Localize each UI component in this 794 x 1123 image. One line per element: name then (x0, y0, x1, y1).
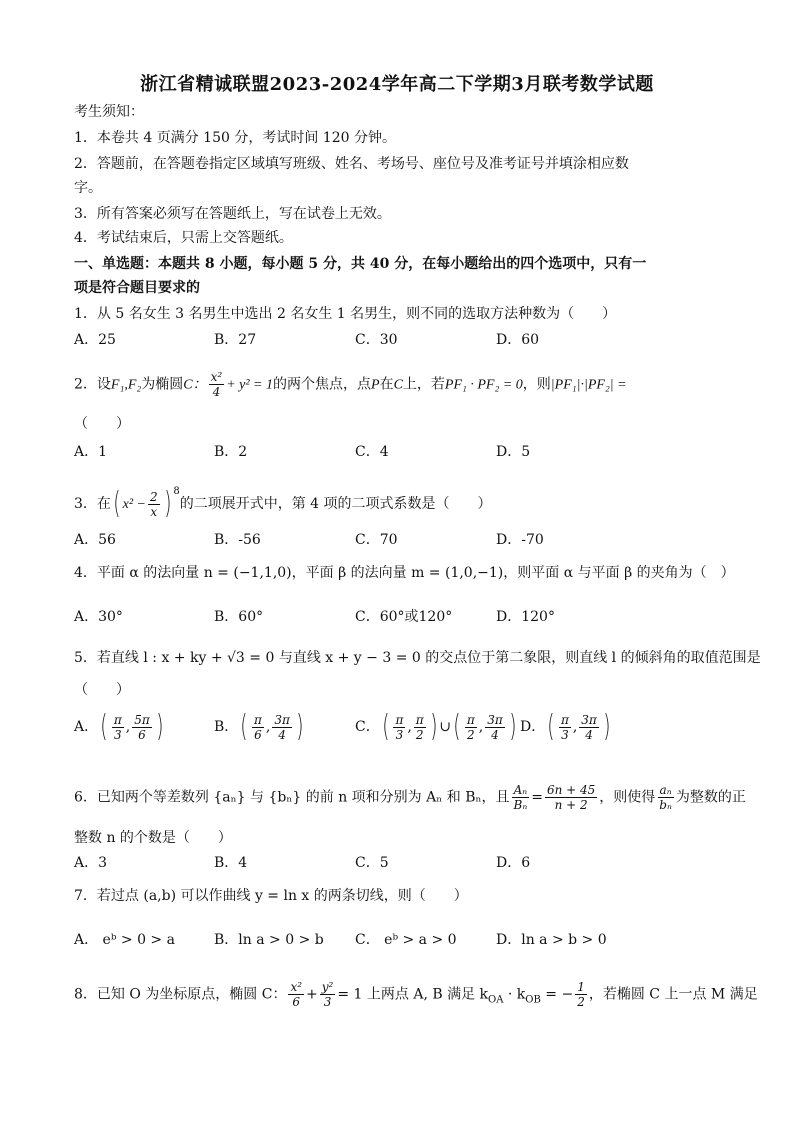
question-1-stem: 1．从 5 名女生 3 名男生中选出 2 名女生 1 名男生，则不同的选取方法种数为（ ） (74, 306, 617, 322)
q7-option-b: B．ln a > 0 > b (214, 932, 324, 948)
question-6-stem: 6．已知两个等差数列 {aₙ} 与 {bₙ} 的前 n 项和分别为 Aₙ 和 Bₙ，且 $\frac{\text{Aₙ}}{\text{Bₙ}}$ = $\frac{6n + 45}{n + 2}$ ，则使得 $\frac{\text{aₙ}}{\text{bₙ}}$ 为整数的正 (74, 783, 746, 812)
question-8-stem: 8．已知 O 为坐标原点，椭圆 C： $\frac{\text{x²}}{6}$ + $\frac{\text{y²}}{3}$ = 1 上两点 A, B 满足 $k_{OA} \cdot k_{OB}$ = − $\frac{1}{2}$ ，若椭圆 C 上一点 M 满足 (74, 980, 758, 1009)
section-heading-line-2: 项是符合题目要求的 (74, 280, 200, 296)
notice-item-1: 1．本卷共 4 页满分 150 分，考试时间 120 分钟。 (74, 130, 396, 146)
question-5-stem: 5．若直线 l : x + ky + √3 = 0 与直线 x + y − 3 = 0 的交点位于第二象限，则直线 l 的倾斜角的取值范围是 (74, 650, 761, 666)
q2-option-a: A．1 (74, 444, 108, 460)
question-7-stem: 7．若过点 (a,b) 可以作曲线 y = ln x 的两条切线，则（ ） (74, 888, 468, 904)
q3-option-d: D．-70 (496, 532, 544, 548)
q4-option-b: B．60° (214, 609, 264, 625)
notice-item-3: 3．所有答案必须写在答题纸上，写在试卷上无效。 (74, 206, 391, 222)
q5-option-d: D．( $\frac{\pi}{3}$ , $\frac{3\pi}{4}$ ) (520, 709, 611, 744)
question-3-stem: 3．在( x² − $\frac{2}{x}$ ) $^8$的二项展开式中，第 4 项的二项式系数是（ ） (74, 486, 492, 521)
question-6-line-2: 整数 n 的个数是（ ） (74, 830, 232, 846)
q3-option-c: C．70 (355, 532, 398, 548)
q4-option-a: A．30° (74, 609, 123, 625)
q3-option-a: A．56 (74, 532, 116, 548)
question-4-stem: 4．平面 α 的法向量 n = (−1,1,0)，平面 β 的法向量 m = (1,0,−1)，则平面 α 与平面 β 的夹角为（ ） (74, 565, 735, 581)
q7-option-a: A． eᵇ > 0 > a (74, 932, 175, 948)
q7-option-c: C． eᵇ > a > 0 (355, 932, 457, 948)
notice-item-4: 4．考试结束后，只需上交答题纸。 (74, 230, 293, 246)
question-2-stem: 2．设F₁,F₂为椭圆C： $\frac{\text{x²}}{4}$ + y² = 1的两个焦点，点P在C上，若PF₁ · PF₂ = 0，则|PF₁|·|PF₂| = (74, 370, 627, 399)
q5-option-c: C．( $\frac{\pi}{3}$ , $\frac{\pi}{2}$ ) ∪( $\frac{\pi}{2}$ , $\frac{3\pi}{4}$ ) (355, 709, 517, 744)
q5-option-b: B．( $\frac{\pi}{6}$ , $\frac{3\pi}{4}$ ) (214, 709, 304, 744)
section-heading-line-1: 一、单选题：本题共 8 小题，每小题 5 分，共 40 分，在每小题给出的四个选项中，只有一 (74, 256, 647, 272)
q2-option-b: B．2 (214, 444, 248, 460)
q6-option-b: B．4 (214, 855, 248, 871)
q1-option-d: D．60 (496, 332, 540, 348)
q2-option-c: C．4 (355, 444, 389, 460)
q1-option-b: B．27 (214, 332, 257, 348)
notice-item-2: 2．答题前，在答题卷指定区域填写班级、姓名、考场号、座位号及准考证号并填涂相应数 (74, 156, 629, 172)
question-5-paren: （ ） (74, 682, 130, 698)
q5-option-a: A．( $\frac{\pi}{3}$ , $\frac{5\pi}{6}$ ) (74, 709, 164, 744)
notice-heading: 考生须知： (74, 104, 144, 120)
q1-option-a: A．25 (74, 332, 116, 348)
q2-option-d: D．5 (496, 444, 531, 460)
q3-option-b: B．-56 (214, 532, 261, 548)
q7-option-d: D．ln a > b > 0 (496, 932, 607, 948)
q4-option-c: C．60°或120° (355, 609, 453, 625)
notice-item-2-cont: 字。 (74, 180, 102, 196)
q4-option-d: D．120° (496, 609, 555, 625)
q6-option-d: D．6 (496, 855, 531, 871)
question-2-paren: （ ） (74, 416, 130, 432)
page-title: 浙江省精诚联盟2023-2024学年高二下学期3月联考数学试题 (140, 74, 654, 95)
q6-option-a: A．3 (74, 855, 108, 871)
q1-option-c: C．30 (355, 332, 398, 348)
q6-option-c: C．5 (355, 855, 389, 871)
